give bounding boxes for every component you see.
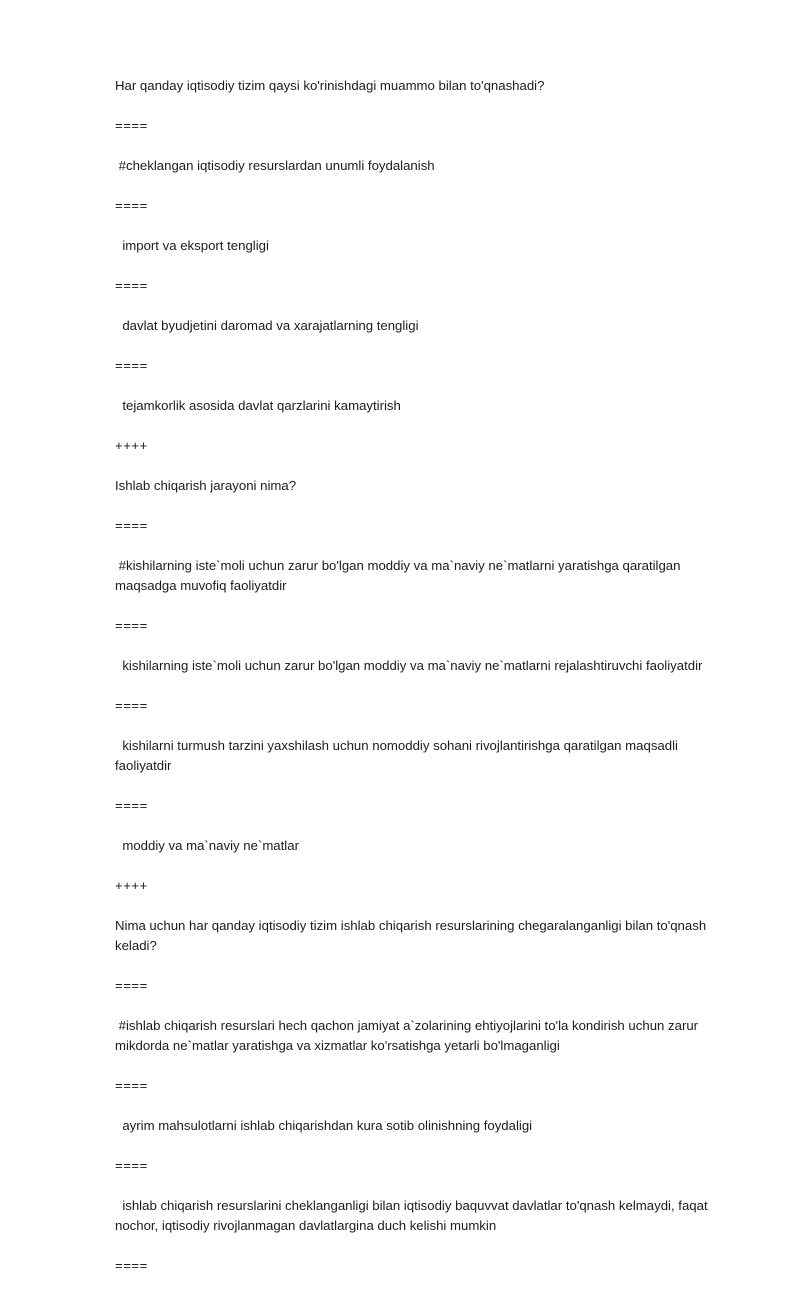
answer-option-text: kishilarni turmush tarzini yaxshilash uchun nomoddiy sohani rivojlantirishga qaratilgan maqsadli faoliyatdir xyxy=(115,738,682,773)
correct-answer-text: #ishlab chiqarish resurslari hech qachon jamiyat a`zolarining ehtiyojlarini to'la kondirish uchun zarur mikdorda ne`matlar yaratishga va xizmatlar ko'rsatishga yetarli bo'lmaganligi xyxy=(115,1018,702,1053)
option-separator: ==== xyxy=(115,1158,148,1173)
question-text: Har qanday iqtisodiy tizim qaysi ko'rinishdagi muammo bilan to'qnashadi? xyxy=(115,78,545,93)
answer-option-text: davlat byudjetini daromad va xarajatlarning tengligi xyxy=(115,318,419,333)
question-text: Ishlab chiqarish jarayoni nima? xyxy=(115,478,297,493)
answer-option-text: tejamkorlik asosida davlat qarzlarini kamaytirish xyxy=(115,398,401,413)
document-body xyxy=(115,76,735,1296)
answer-option-text: moddiy va ma`naviy ne`matlar xyxy=(115,838,299,853)
option-separator: ==== xyxy=(115,1258,148,1273)
option-separator: ==== xyxy=(115,198,148,213)
option-separator: ==== xyxy=(115,618,148,633)
answer-option-text: ishlab chiqarish resurslarini cheklanganligi bilan iqtisodiy baquvvat davlatlar to'qnash kelmaydi, faqat nochor, iqtisodiy rivojlanmagan davlatlargina duch kelishi mumkin xyxy=(115,1198,712,1233)
option-separator: ==== xyxy=(115,978,148,993)
question-separator: ++++ xyxy=(115,878,148,893)
option-separator: ==== xyxy=(115,798,148,813)
option-separator: ==== xyxy=(115,358,148,373)
option-separator: ==== xyxy=(115,118,148,133)
question-text: Nima uchun har qanday iqtisodiy tizim ishlab chiqarish resurslarining chegaralanganligi bilan to'qnash keladi? xyxy=(115,918,710,953)
question-separator: ++++ xyxy=(115,438,148,453)
answer-option-text: ayrim mahsulotlarni ishlab chiqarishdan kura sotib olinishning foydaligi xyxy=(115,1118,533,1133)
correct-answer-text: #kishilarning iste`moli uchun zarur bo'lgan moddiy va ma`naviy ne`matlarni yaratishga qaratilgan maqsadga muvofiq faoliyatdir xyxy=(115,558,685,593)
option-separator: ==== xyxy=(115,1078,148,1093)
option-separator: ==== xyxy=(115,698,148,713)
answer-option-text: kishilarning iste`moli uchun zarur bo'lgan moddiy va ma`naviy ne`matlarni rejalashtiruvchi faoliyatdir xyxy=(115,658,703,673)
option-separator: ==== xyxy=(115,518,148,533)
option-separator: ==== xyxy=(115,278,148,293)
correct-answer-text: #cheklangan iqtisodiy resurslardan unumli foydalanish xyxy=(115,158,435,173)
answer-option-text: import va eksport tengligi xyxy=(115,238,269,253)
